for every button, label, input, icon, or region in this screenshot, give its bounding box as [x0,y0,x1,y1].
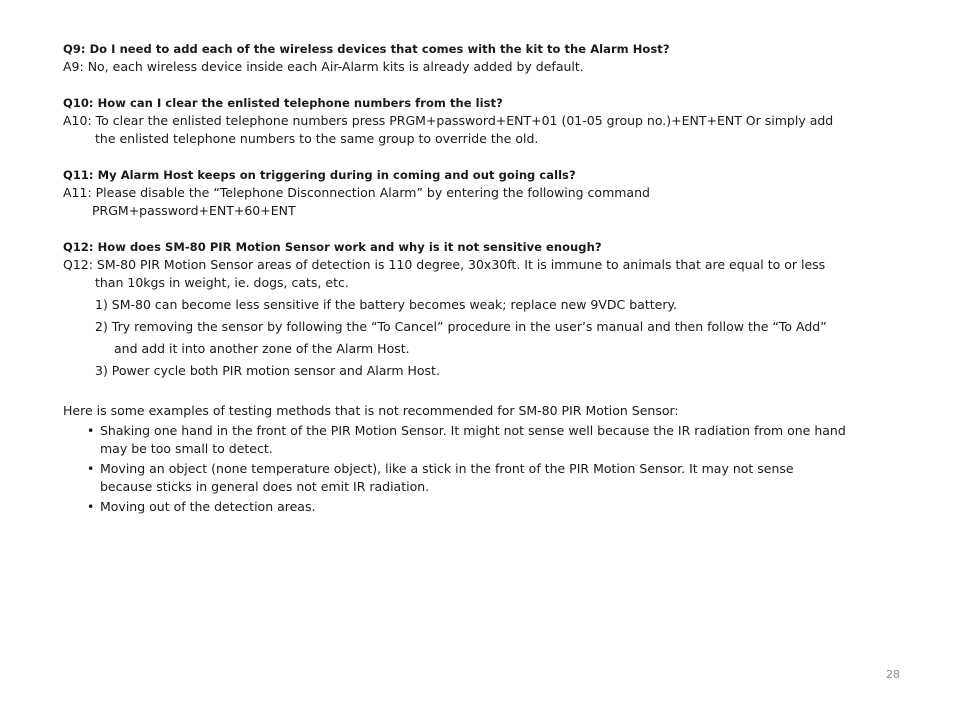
answer-a12-line-1: Q12: SM-80 PIR Motion Sensor areas of detection is 110 degree, 30x30ft. It is immune to animals that are equal to or less [63,257,826,272]
document-page [63,40,923,516]
answer-a12-step-3: 3) Power cycle both PIR motion sensor and Alarm Host. [95,363,440,378]
bullet-text-line: Moving out of the detection areas. [100,499,316,514]
bullet-icon: • [87,499,95,514]
testing-bullet-list [87,422,923,516]
question-q11: Q11: My Alarm Host keeps on triggering during in coming and out going calls? [63,168,576,182]
question-q10: Q10: How can I clear the enlisted telephone numbers from the list? [63,96,503,110]
bullet-text-line: because sticks in general does not emit IR radiation. [100,479,430,494]
answer-a12-line-2: than 10kgs in weight, ie. dogs, cats, etc. [95,275,349,290]
list-item [87,498,923,516]
answer-a12-step-2: 2) Try removing the sensor by following the “To Cancel” procedure in the user’s manual and then follow the “To Add” [95,319,827,334]
answer-a12-step-2-cont: and add it into another zone of the Alarm Host. [114,341,410,356]
bullet-text-line: Moving an object (none temperature object), like a stick in the front of the PIR Motion Sensor. It may not sense [100,461,794,476]
list-item [87,422,923,458]
bullet-text-line: Shaking one hand in the front of the PIR Motion Sensor. It might not sense well because the IR radiation from one hand [100,423,846,438]
testing-intro: Here is some examples of testing methods that is not recommended for SM-80 PIR Motion Sensor: [63,403,679,418]
bullet-icon: • [87,461,95,476]
answer-a12-step-1: 1) SM-80 can become less sensitive if the battery becomes weak; replace new 9VDC battery. [95,297,678,312]
spacer [63,220,923,238]
question-q9: Q9: Do I need to add each of the wireless devices that comes with the kit to the Alarm Host? [63,42,670,56]
list-item [87,460,923,496]
answer-a9-line-1: A9: No, each wireless device inside each Air-Alarm kits is already added by default. [63,59,584,74]
answer-a11-command: PRGM+password+ENT+60+ENT [92,203,296,218]
page-number: 28 [886,668,900,681]
answer-a10-line-1: A10: To clear the enlisted telephone numbers press PRGM+password+ENT+01 (01-05 group no.)+ENT+ENT Or simply add [63,113,834,128]
question-q12: Q12: How does SM-80 PIR Motion Sensor work and why is it not sensitive enough? [63,240,602,254]
spacer [63,148,923,166]
answer-a11-line-1: A11: Please disable the “Telephone Disconnection Alarm” by entering the following command [63,185,650,200]
bullet-text-line: may be too small to detect. [100,441,273,456]
spacer [63,76,923,94]
bullet-icon: • [87,423,95,438]
answer-a10-line-2: the enlisted telephone numbers to the same group to override the old. [95,131,539,146]
